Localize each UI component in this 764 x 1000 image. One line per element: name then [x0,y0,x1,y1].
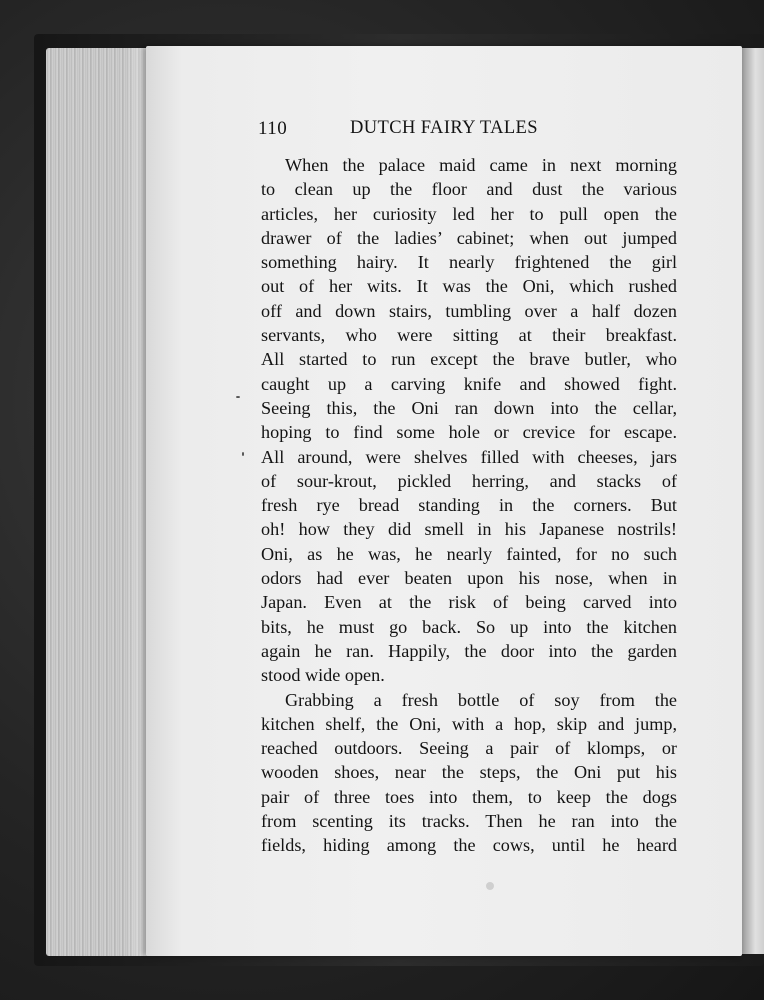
text-line: All around, were shelves filled with cheeses, jars [261,446,677,467]
text-line: stood wide open. [261,665,385,686]
text-line: Grabbing a fresh bottle of soy from the [285,689,677,710]
text-line: articles, her curiosity led her to pull open the [261,203,677,224]
text-line: reached outdoors. Seeing a pair of klomps, or [261,738,677,759]
text-line: drawer of the ladies’ cabinet; when out jumped [261,227,677,248]
page-edges [46,48,156,956]
text-line: something hairy. It nearly frightened the girl [261,252,677,273]
text-line: out of her wits. It was the Oni, which rushed [261,276,677,297]
text-line: fields, hiding among the cows, until he heard [261,835,677,856]
text-line: to clean up the floor and dust the various [261,179,677,200]
text-line: Oni, as he was, he nearly fainted, for no such [261,543,677,564]
text-line: odors had ever beaten upon his nose, when in [261,568,677,589]
text-line: oh! how they did smell in his Japanese nostrils! [261,519,677,540]
text-line: from scenting its tracks. Then he ran into the [261,811,677,832]
text-line: wooden shoes, near the steps, the Oni put his [261,762,677,783]
text-line: pair of three toes into them, to keep the dogs [261,786,677,807]
text-line: fresh rye bread standing in the corners. But [261,495,677,516]
text-line: hoping to find some hole or crevice for escape. [261,422,677,443]
text-line: of sour-krout, pickled herring, and stacks of [261,470,677,491]
scan-speck [242,452,244,456]
page-header [258,118,678,144]
text-line: servants, who were sitting at their breakfast. [261,325,677,346]
body-text [261,153,677,858]
text-line: Japan. Even at the risk of being carved into [261,592,677,613]
text-line: again he ran. Happily, the door into the garden [261,640,677,661]
text-line: Seeing this, the Oni ran down into the cellar, [261,397,677,418]
text-line: kitchen shelf, the Oni, with a hop, skip and jump, [261,713,677,734]
facing-page-edge [742,48,764,954]
scan-speck [236,396,240,398]
text-line: All started to run except the brave butler, who [261,349,677,370]
text-line: caught up a carving knife and showed fight. [261,373,677,394]
text-line: When the palace maid came in next morning [285,155,677,175]
text-line: off and down stairs, tumbling over a half dozen [261,300,677,321]
text-line: bits, he must go back. So up into the kitchen [261,616,677,637]
page-number: 110 [258,118,288,139]
running-title: DUTCH FAIRY TALES [350,118,538,138]
scan-speck [486,882,494,890]
